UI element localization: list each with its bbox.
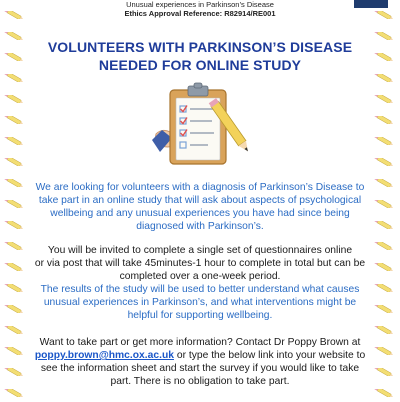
pencil-icon [3,153,27,161]
contact-suffix: or type the below link into your website to see the information sheet and start the survey if you would like to take part. There is no obligation to take part. [40,350,366,387]
pencil-icon [373,153,397,161]
pencil-icon [3,321,27,329]
pencil-icon [3,111,27,119]
pencil-icon [3,6,27,14]
pencil-icon [373,363,397,371]
pencil-icon [3,90,27,98]
pencil-icon [373,48,397,56]
pencil-icon [3,132,27,140]
pencil-icon [373,174,397,182]
pencil-icon [3,48,27,56]
ethics-reference: Ethics Approval Reference: R82914/RE001 [124,9,276,18]
contact-email-link[interactable]: poppy.brown@hmc.ox.ac.uk [34,350,174,361]
pencil-icon [3,342,27,350]
pencil-icon [3,216,27,224]
pencil-icon [373,237,397,245]
pencil-icon [373,69,397,77]
contact-paragraph [34,336,366,388]
pencil-icon [3,258,27,266]
contact-prefix: Want to take part or get more information? Contact Dr Poppy Brown at [39,337,361,348]
invite-paragraph: or via post that will take 45minutes-1 hour to complete in total but can be completed over a one-week period. [34,258,366,282]
results-paragraph: The results of the study will be used to better understand what causes unusual experiences in Parkinson’s, and what interventions might be helpful for supporting wellbeing. [40,284,360,321]
pencil-icon [373,279,397,287]
pencil-icon [3,237,27,245]
pencil-icon [3,27,27,35]
pencil-icon [3,300,27,308]
pencil-icon [373,216,397,224]
pencil-icon [373,132,397,140]
title-line-1: VOLUNTEERS WITH PARKINSON’S DISEASE [47,39,353,55]
clipboard-checklist-pencil-icon [152,80,248,172]
pencil-icon [373,90,397,98]
pencil-icon [3,174,27,182]
pencil-icon [3,69,27,77]
pencil-icon [3,279,27,287]
intro-paragraph: We are looking for volunteers with a diagnosis of Parkinson’s Disease to take part in an online study that will ask about aspects of psychological wellbeing and any unusual experiences you have had since being diagnosed with Parkinson’s. [35,182,365,232]
pencil-icon [373,342,397,350]
pencil-icon [373,300,397,308]
page-title [40,38,360,74]
pencil-icon [373,111,397,119]
study-header [40,0,360,18]
pencil-icon [373,384,397,392]
pencil-icon [373,321,397,329]
pencil-icon [3,384,27,392]
invite-line-1: You will be invited to complete a single set of questionnaires online [47,245,353,256]
title-line-2: NEEDED FOR ONLINE STUDY [98,57,302,73]
pencil-icon [3,363,27,371]
study-name: Unusual experiences in Parkinson’s Disease [126,0,274,9]
pencil-icon [3,195,27,203]
left-pencil-border [0,0,30,400]
pencil-icon [373,27,397,35]
pencil-icon [373,258,397,266]
right-pencil-border [370,0,400,400]
pencil-icon [373,195,397,203]
